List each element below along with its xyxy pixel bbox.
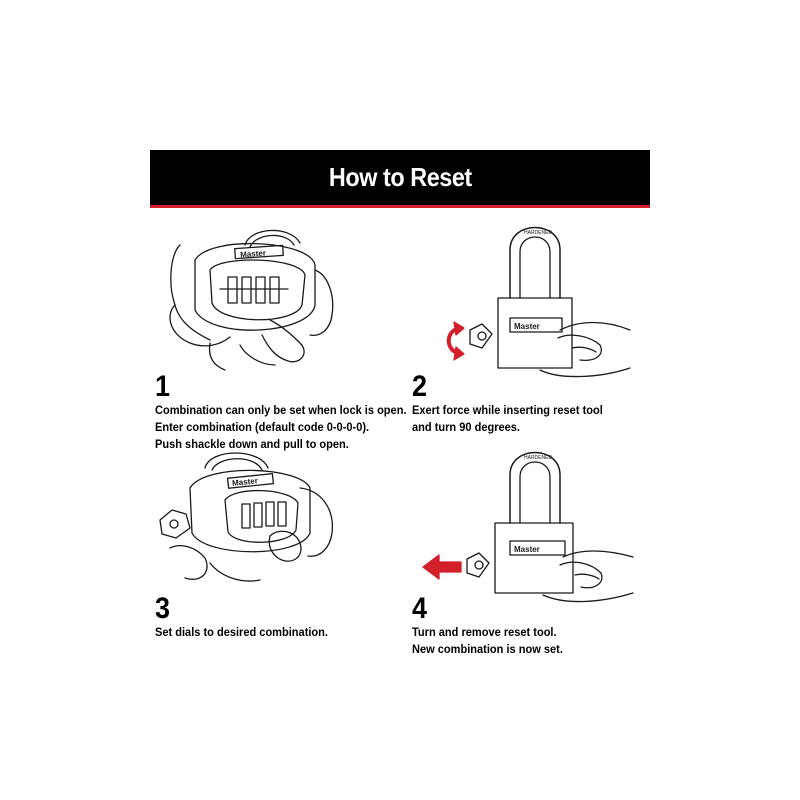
step-text-line: Turn and remove reset tool. [412,625,557,639]
step-4 [412,594,576,658]
step-1-illustration [150,225,350,375]
step-3 [155,594,343,641]
page-title: How to Reset [328,162,472,192]
left-arrow-icon [423,555,461,579]
step-number: 4 [412,592,428,625]
step-text-line: Exert force while inserting reset tool [412,403,603,417]
shackle-mark: HARDENED [524,230,553,236]
step-number: 3 [155,592,171,625]
brand-text: Master [239,248,267,260]
step-text-line: Push shackle down and pull to open. [155,437,349,451]
step-text-line: Set dials to desired combination. [155,625,329,639]
padlock-body [495,523,573,593]
hand-illustration [560,323,630,331]
step-1 [155,372,428,453]
step-number: 2 [412,370,428,403]
reset-tool-icon [470,324,492,348]
step-4-illustration [415,445,640,605]
hand-illustration [171,245,210,340]
step-2-illustration [430,220,650,380]
hand-illustration [269,531,301,561]
reset-tool-icon [467,553,489,577]
reset-tool-icon [160,510,190,538]
step-3-illustration [150,448,350,588]
header-banner [150,150,650,208]
padlock-body [498,298,572,368]
step-text-line: and turn 90 degrees. [412,420,520,434]
step-text-line: Enter combination (default code 0-0-0-0). [155,420,370,434]
step-text-line: New combination is now set. [412,642,563,656]
brand-text: Master [231,476,259,488]
step-2 [412,372,619,436]
shackle-mark: HARDENED [524,455,553,461]
brand-text: Master [514,545,540,554]
step-text-line: Combination can only be set when lock is open. [155,403,407,417]
brand-text: Master [514,322,540,331]
step-number: 1 [155,370,171,403]
